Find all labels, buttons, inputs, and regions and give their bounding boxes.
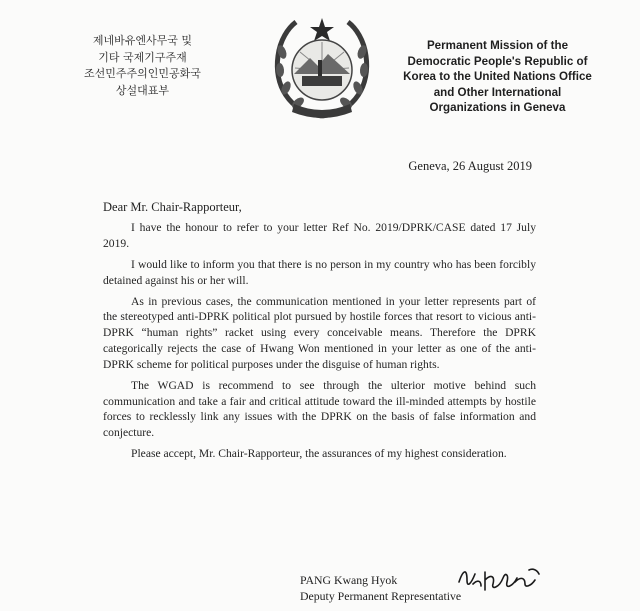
korean-line-1: 제네바유엔사무국 및 xyxy=(92,34,193,47)
korean-line-4: 상설대표부 xyxy=(115,83,170,97)
signer-name: PANG Kwang Hyok xyxy=(300,573,398,587)
korean-line-3: 조선민주주의인민공화국 xyxy=(84,67,201,80)
korean-line-2: 기타 국제기구주재 xyxy=(98,50,187,64)
national-emblem-icon xyxy=(270,12,374,122)
english-line-4: and Other International xyxy=(433,85,562,99)
english-line-1: Permanent Mission of the xyxy=(426,39,569,52)
english-line-3: Korea to the United Nations Office xyxy=(403,70,592,84)
paragraph-5: Please accept, Mr. Chair-Rapporteur, the assurances of my highest consideration. xyxy=(131,447,507,461)
signature-block xyxy=(300,572,461,604)
english-letterhead xyxy=(395,38,600,116)
english-line-2: Democratic People's Republic of xyxy=(407,54,588,68)
paragraph-2: I would like to inform you that there is no person in my country who has been forcibly detained against his or her will. xyxy=(103,257,536,287)
salutation: Dear Mr. Chair-Rapporteur, xyxy=(103,200,242,214)
letter-date: Geneva, 26 August 2019 xyxy=(408,159,532,173)
paragraph-1: I have the honour to refer to your letter Ref No. 2019/DPRK/CASE dated 17 July 2019. xyxy=(103,221,536,250)
english-line-5: Organizations in Geneva xyxy=(429,101,566,115)
letter-body xyxy=(103,220,536,467)
signer-title: Deputy Permanent Representative xyxy=(300,589,462,603)
handwritten-signature xyxy=(455,560,545,596)
korean-letterhead xyxy=(40,33,245,99)
paragraph-4: The WGAD is recommend to see through the ulterior motive behind such communication and take a fair and critical attitude toward the ill-minded attempts by hostile forces to recklessly link any issues with the DPRK on the basis of false information and conjecture. xyxy=(103,378,536,440)
paragraph-3: As in previous cases, the communication mentioned in your letter represents part of the stereotyped anti-DPRK political plot pursued by hostile forces that resort to vicious anti-DPRK “human rights” racket using every conceivable means. Therefore the DPRK categorically rejects the case of Hwang Won mentioned in your letter as one of the anti-DPRK scheme for political purposes under the disguise of human rights. xyxy=(103,294,536,371)
